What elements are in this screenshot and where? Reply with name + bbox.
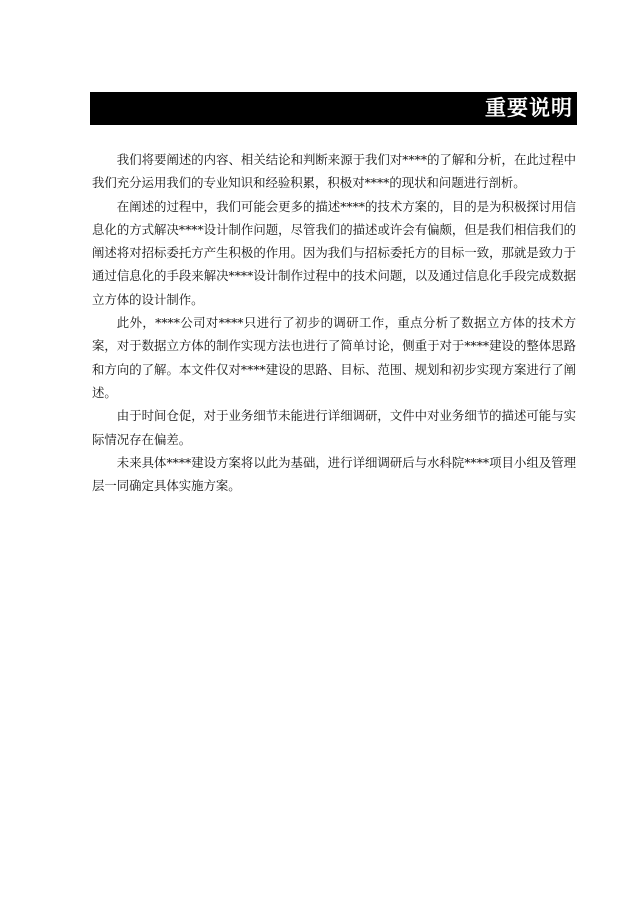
paragraph-approach: 在阐述的过程中，我们可能会更多的描述****的技术方案的，目的是为积极探讨用信息化的方式解决****设计制作问题，尽管我们的描述或许会有偏颇，但是我们相信我们的阐述将对招标委托方产生积极的作用。因为我们与招标委托方的目标一致，那就是致力于通过信息化的手段来解决****设计制作过程中的技术问题，以及通过信息化手段完成数据立方体的设计制作。 [92,198,576,307]
paragraph-scope: 此外，****公司对****只进行了初步的调研工作，重点分析了数据立方体的技术方案，对于数据立方体的制作实现方法也进行了简单讨论，侧重于对于****建设的整体思路和方向的了解。本文件仅对****建设的思路、目标、范围、规划和初步实现方案进行了阐述。 [92,315,576,400]
paragraph-sources: 我们将要阐述的内容、相关结论和判断来源于我们对****的了解和分析，在此过程中我们充分运用我们的专业知识和经验积累，积极对****的现状和问题进行剖析。 [92,152,576,191]
page-title: 重要说明 [485,96,573,120]
paragraph-limitations: 由于时间仓促，对于业务细节未能进行详细调研，文件中对业务细节的描述可能与实际情况存在偏差。 [92,408,576,447]
paragraph-future: 未来具体****建设方案将以此为基础，进行详细调研后与水科院****项目小组及管理层一同确定具体实施方案。 [92,454,576,494]
body-content [92,148,576,497]
title-bar [90,92,577,125]
